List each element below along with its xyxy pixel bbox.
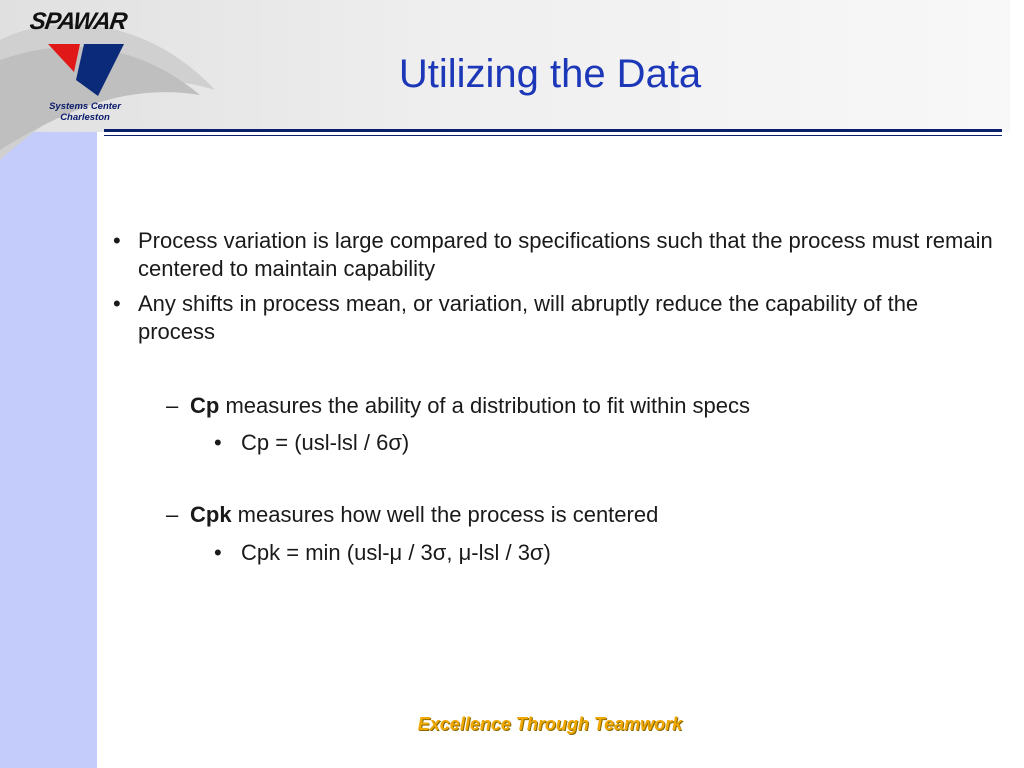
formula-text: Cp = (usl-lsl / 6σ) (241, 430, 410, 455)
formula-text: Cpk = min (usl-μ / 3σ, μ-lsl / 3σ) (241, 540, 551, 565)
subpoint-text (190, 501, 658, 529)
slide-title: Utilizing the Data (398, 52, 702, 96)
logo-subtitle-line1: Systems Center (49, 101, 121, 112)
logo-subtitle-line2: Charleston (60, 112, 110, 123)
subpoint-description: measures the ability of a distribution to fit within specs (219, 393, 751, 418)
bullet-glyph: • (214, 540, 222, 565)
bullet-glyph: • (113, 228, 121, 253)
bullet-text: Any shifts in process mean, or variation, will abruptly reduce the capability of the process (138, 291, 919, 344)
subpoint-description: measures how well the process is centered (231, 502, 659, 527)
bullet-glyph: • (113, 291, 121, 316)
dash-glyph: – (166, 393, 179, 418)
bullet-text: Process variation is large compared to specifications such that the process must remain centered to maintain capability (138, 228, 993, 281)
dash-glyph: – (166, 502, 179, 527)
subpoint-term: Cpk (190, 502, 232, 527)
bullet-glyph: • (214, 430, 222, 455)
spawar-logo-wordmark: SPAWAR (28, 8, 129, 35)
subpoint-term: Cp (190, 393, 220, 418)
subpoint-text (190, 392, 750, 420)
footer-tagline: Excellence Through Teamwork (417, 714, 683, 734)
